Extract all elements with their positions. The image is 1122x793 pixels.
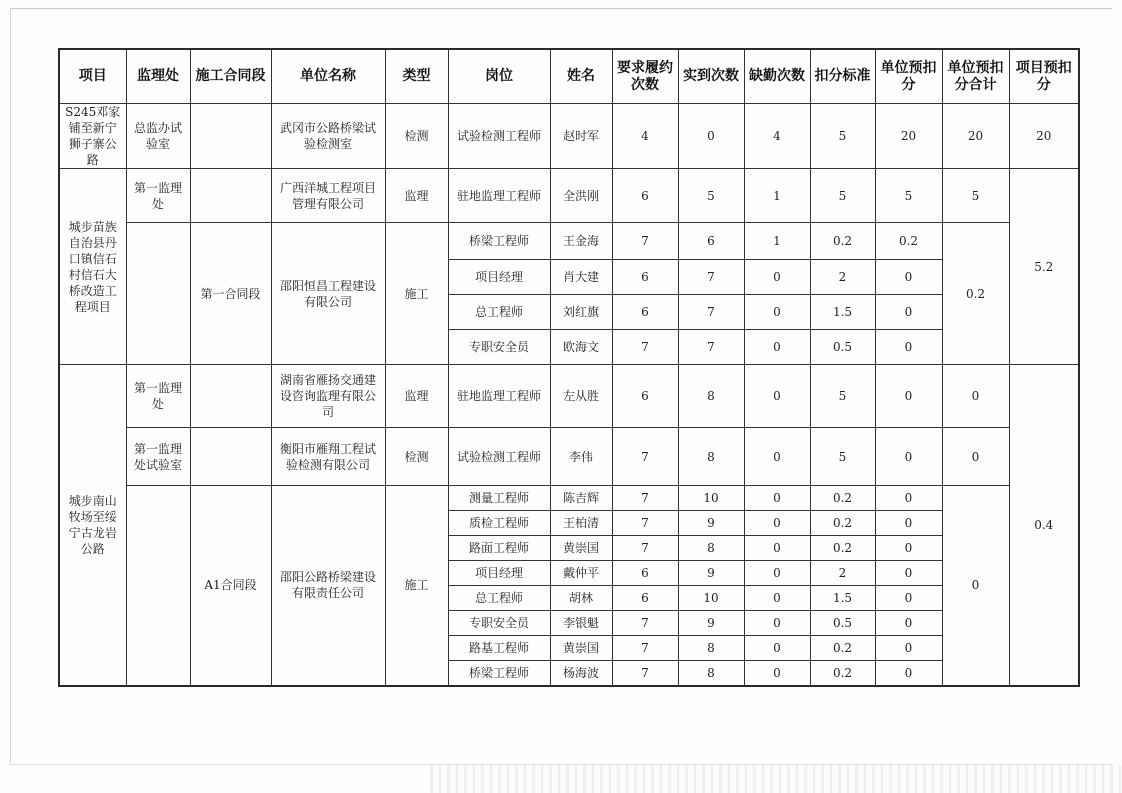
required-cell: 6 [612,260,678,295]
contract-cell [190,169,271,223]
standard-cell: 0.2 [810,661,875,686]
unit-name-cell: 邵阳恒昌工程建设有限公司 [271,223,385,365]
unit-total-cell: 0 [942,486,1009,686]
person-name-cell: 赵时军 [550,104,612,169]
required-cell: 6 [612,295,678,330]
required-cell: 7 [612,511,678,536]
absent-cell: 0 [744,428,810,486]
person-name-cell: 戴仲平 [550,561,612,586]
type-cell: 施工 [385,486,448,686]
actual-cell: 8 [678,636,744,661]
absent-cell: 1 [744,169,810,223]
contract-cell: 第一合同段 [190,223,271,365]
table-row [59,169,1079,223]
supervisor-cell: 第一监理处 [126,365,190,428]
person-name-cell: 左从胜 [550,365,612,428]
person-name-cell: 李银魁 [550,611,612,636]
person-name-cell: 胡林 [550,586,612,611]
unit-deduct-cell: 0 [875,611,942,636]
actual-cell: 10 [678,486,744,511]
unit-deduct-cell: 0 [875,365,942,428]
header-supervisor: 监理处 [126,49,190,104]
person-name-cell: 刘红旗 [550,295,612,330]
actual-cell: 9 [678,511,744,536]
supervisor-cell: 第一监理处 [126,169,190,223]
post-cell: 质检工程师 [448,511,550,536]
header-post: 岗位 [448,49,550,104]
required-cell: 7 [612,428,678,486]
project-deduct-cell: 20 [1009,104,1079,169]
standard-cell: 0.2 [810,536,875,561]
person-name-cell: 全洪刚 [550,169,612,223]
unit-deduct-cell: 0 [875,511,942,536]
actual-cell: 7 [678,260,744,295]
actual-cell: 0 [678,104,744,169]
post-cell: 驻地监理工程师 [448,169,550,223]
required-cell: 7 [612,661,678,686]
supervisor-cell: 第一监理处试验室 [126,428,190,486]
unit-name-cell: 湖南省雁扬交通建设咨询监理有限公司 [271,365,385,428]
post-cell: 驻地监理工程师 [448,365,550,428]
project-name-cell: 城步苗族自治县丹口镇信石村信石大桥改造工程项目 [59,169,126,365]
unit-total-cell: 5 [942,169,1009,223]
required-cell: 7 [612,486,678,511]
actual-cell: 6 [678,223,744,260]
unit-deduct-cell: 0 [875,536,942,561]
unit-deduct-cell: 0 [875,486,942,511]
actual-cell: 8 [678,428,744,486]
standard-cell: 2 [810,260,875,295]
standard-cell: 5 [810,104,875,169]
table-row [59,365,1079,428]
table-row [59,104,1079,169]
absent-cell: 0 [744,611,810,636]
unit-deduct-cell: 0 [875,636,942,661]
header-unit-total: 单位预扣分合计 [942,49,1009,104]
supervisor-cell [126,223,190,365]
absent-cell: 0 [744,536,810,561]
actual-cell: 8 [678,536,744,561]
actual-cell: 5 [678,169,744,223]
required-cell: 6 [612,365,678,428]
unit-total-cell: 0 [942,365,1009,428]
unit-deduct-cell: 0 [875,561,942,586]
project-name-cell: 城步南山牧场至绥宁古龙岩公路 [59,365,126,686]
unit-deduct-cell: 0 [875,661,942,686]
required-cell: 6 [612,586,678,611]
standard-cell: 2 [810,561,875,586]
standard-cell: 5 [810,428,875,486]
actual-cell: 7 [678,295,744,330]
header-row [59,49,1079,104]
header-project-deduct: 项目预扣分 [1009,49,1079,104]
contract-cell [190,428,271,486]
required-cell: 4 [612,104,678,169]
project-deduct-cell: 0.4 [1009,365,1079,686]
required-cell: 7 [612,536,678,561]
post-cell: 桥梁工程师 [448,661,550,686]
absent-cell: 0 [744,486,810,511]
standard-cell: 5 [810,365,875,428]
unit-total-cell: 0 [942,428,1009,486]
post-cell: 总工程师 [448,295,550,330]
actual-cell: 9 [678,611,744,636]
unit-deduct-cell: 0 [875,428,942,486]
post-cell: 总工程师 [448,586,550,611]
person-name-cell: 黄崇国 [550,636,612,661]
required-cell: 6 [612,169,678,223]
header-name: 姓名 [550,49,612,104]
unit-deduct-cell: 0 [875,295,942,330]
header-standard: 扣分标准 [810,49,875,104]
type-cell: 检测 [385,428,448,486]
type-cell: 检测 [385,104,448,169]
absent-cell: 0 [744,661,810,686]
unit-deduct-cell: 0.2 [875,223,942,260]
page-frame-top [10,8,1112,9]
absent-cell: 0 [744,561,810,586]
absent-cell: 0 [744,295,810,330]
post-cell: 试验检测工程师 [448,104,550,169]
type-cell: 施工 [385,223,448,365]
actual-cell: 7 [678,330,744,365]
person-name-cell: 王柏清 [550,511,612,536]
person-name-cell: 欧海文 [550,330,612,365]
page-frame-left [10,8,11,765]
post-cell: 项目经理 [448,260,550,295]
standard-cell: 0.2 [810,636,875,661]
absent-cell: 0 [744,511,810,536]
scan-artifact-strip [430,765,1122,793]
absent-cell: 1 [744,223,810,260]
contract-cell [190,104,271,169]
unit-name-cell: 邵阳公路桥梁建设有限责任公司 [271,486,385,686]
person-name-cell: 杨海波 [550,661,612,686]
header-actual: 实到次数 [678,49,744,104]
required-cell: 7 [612,330,678,365]
absent-cell: 0 [744,330,810,365]
person-name-cell: 李伟 [550,428,612,486]
attendance-deduction-table [58,48,1080,687]
unit-deduct-cell: 0 [875,586,942,611]
post-cell: 专职安全员 [448,611,550,636]
absent-cell: 0 [744,365,810,428]
standard-cell: 0.5 [810,611,875,636]
project-name-cell: S245邓家铺至新宁狮子寨公路 [59,104,126,169]
actual-cell: 8 [678,661,744,686]
absent-cell: 0 [744,636,810,661]
post-cell: 桥梁工程师 [448,223,550,260]
header-unit-deduct: 单位预扣分 [875,49,942,104]
standard-cell: 1.5 [810,586,875,611]
required-cell: 6 [612,561,678,586]
supervisor-cell: 总监办试验室 [126,104,190,169]
table-row [59,223,1079,260]
header-unit: 单位名称 [271,49,385,104]
supervisor-cell [126,486,190,686]
standard-cell: 5 [810,169,875,223]
required-cell: 7 [612,636,678,661]
unit-name-cell: 武冈市公路桥梁试验检测室 [271,104,385,169]
unit-deduct-cell: 0 [875,330,942,365]
table-row [59,486,1079,511]
standard-cell: 1.5 [810,295,875,330]
post-cell: 项目经理 [448,561,550,586]
person-name-cell: 黄崇国 [550,536,612,561]
unit-total-cell: 0.2 [942,223,1009,365]
unit-name-cell: 广西洋城工程项目管理有限公司 [271,169,385,223]
unit-total-cell: 20 [942,104,1009,169]
project-deduct-cell: 5.2 [1009,169,1079,365]
required-cell: 7 [612,611,678,636]
absent-cell: 0 [744,586,810,611]
header-contract: 施工合同段 [190,49,271,104]
header-required: 要求履约次数 [612,49,678,104]
person-name-cell: 陈吉辉 [550,486,612,511]
header-type: 类型 [385,49,448,104]
person-name-cell: 肖大建 [550,260,612,295]
unit-deduct-cell: 20 [875,104,942,169]
required-cell: 7 [612,223,678,260]
type-cell: 监理 [385,365,448,428]
actual-cell: 8 [678,365,744,428]
unit-name-cell: 衡阳市雁翔工程试验检测有限公司 [271,428,385,486]
standard-cell: 0.5 [810,330,875,365]
contract-cell: A1合同段 [190,486,271,686]
contract-cell [190,365,271,428]
post-cell: 试验检测工程师 [448,428,550,486]
header-project: 项目 [59,49,126,104]
actual-cell: 10 [678,586,744,611]
person-name-cell: 王金海 [550,223,612,260]
standard-cell: 0.2 [810,223,875,260]
table-row [59,428,1079,486]
standard-cell: 0.2 [810,486,875,511]
type-cell: 监理 [385,169,448,223]
post-cell: 测量工程师 [448,486,550,511]
absent-cell: 0 [744,260,810,295]
header-absent: 缺勤次数 [744,49,810,104]
post-cell: 专职安全员 [448,330,550,365]
absent-cell: 4 [744,104,810,169]
unit-deduct-cell: 0 [875,260,942,295]
post-cell: 路面工程师 [448,536,550,561]
post-cell: 路基工程师 [448,636,550,661]
unit-deduct-cell: 5 [875,169,942,223]
standard-cell: 0.2 [810,511,875,536]
actual-cell: 9 [678,561,744,586]
